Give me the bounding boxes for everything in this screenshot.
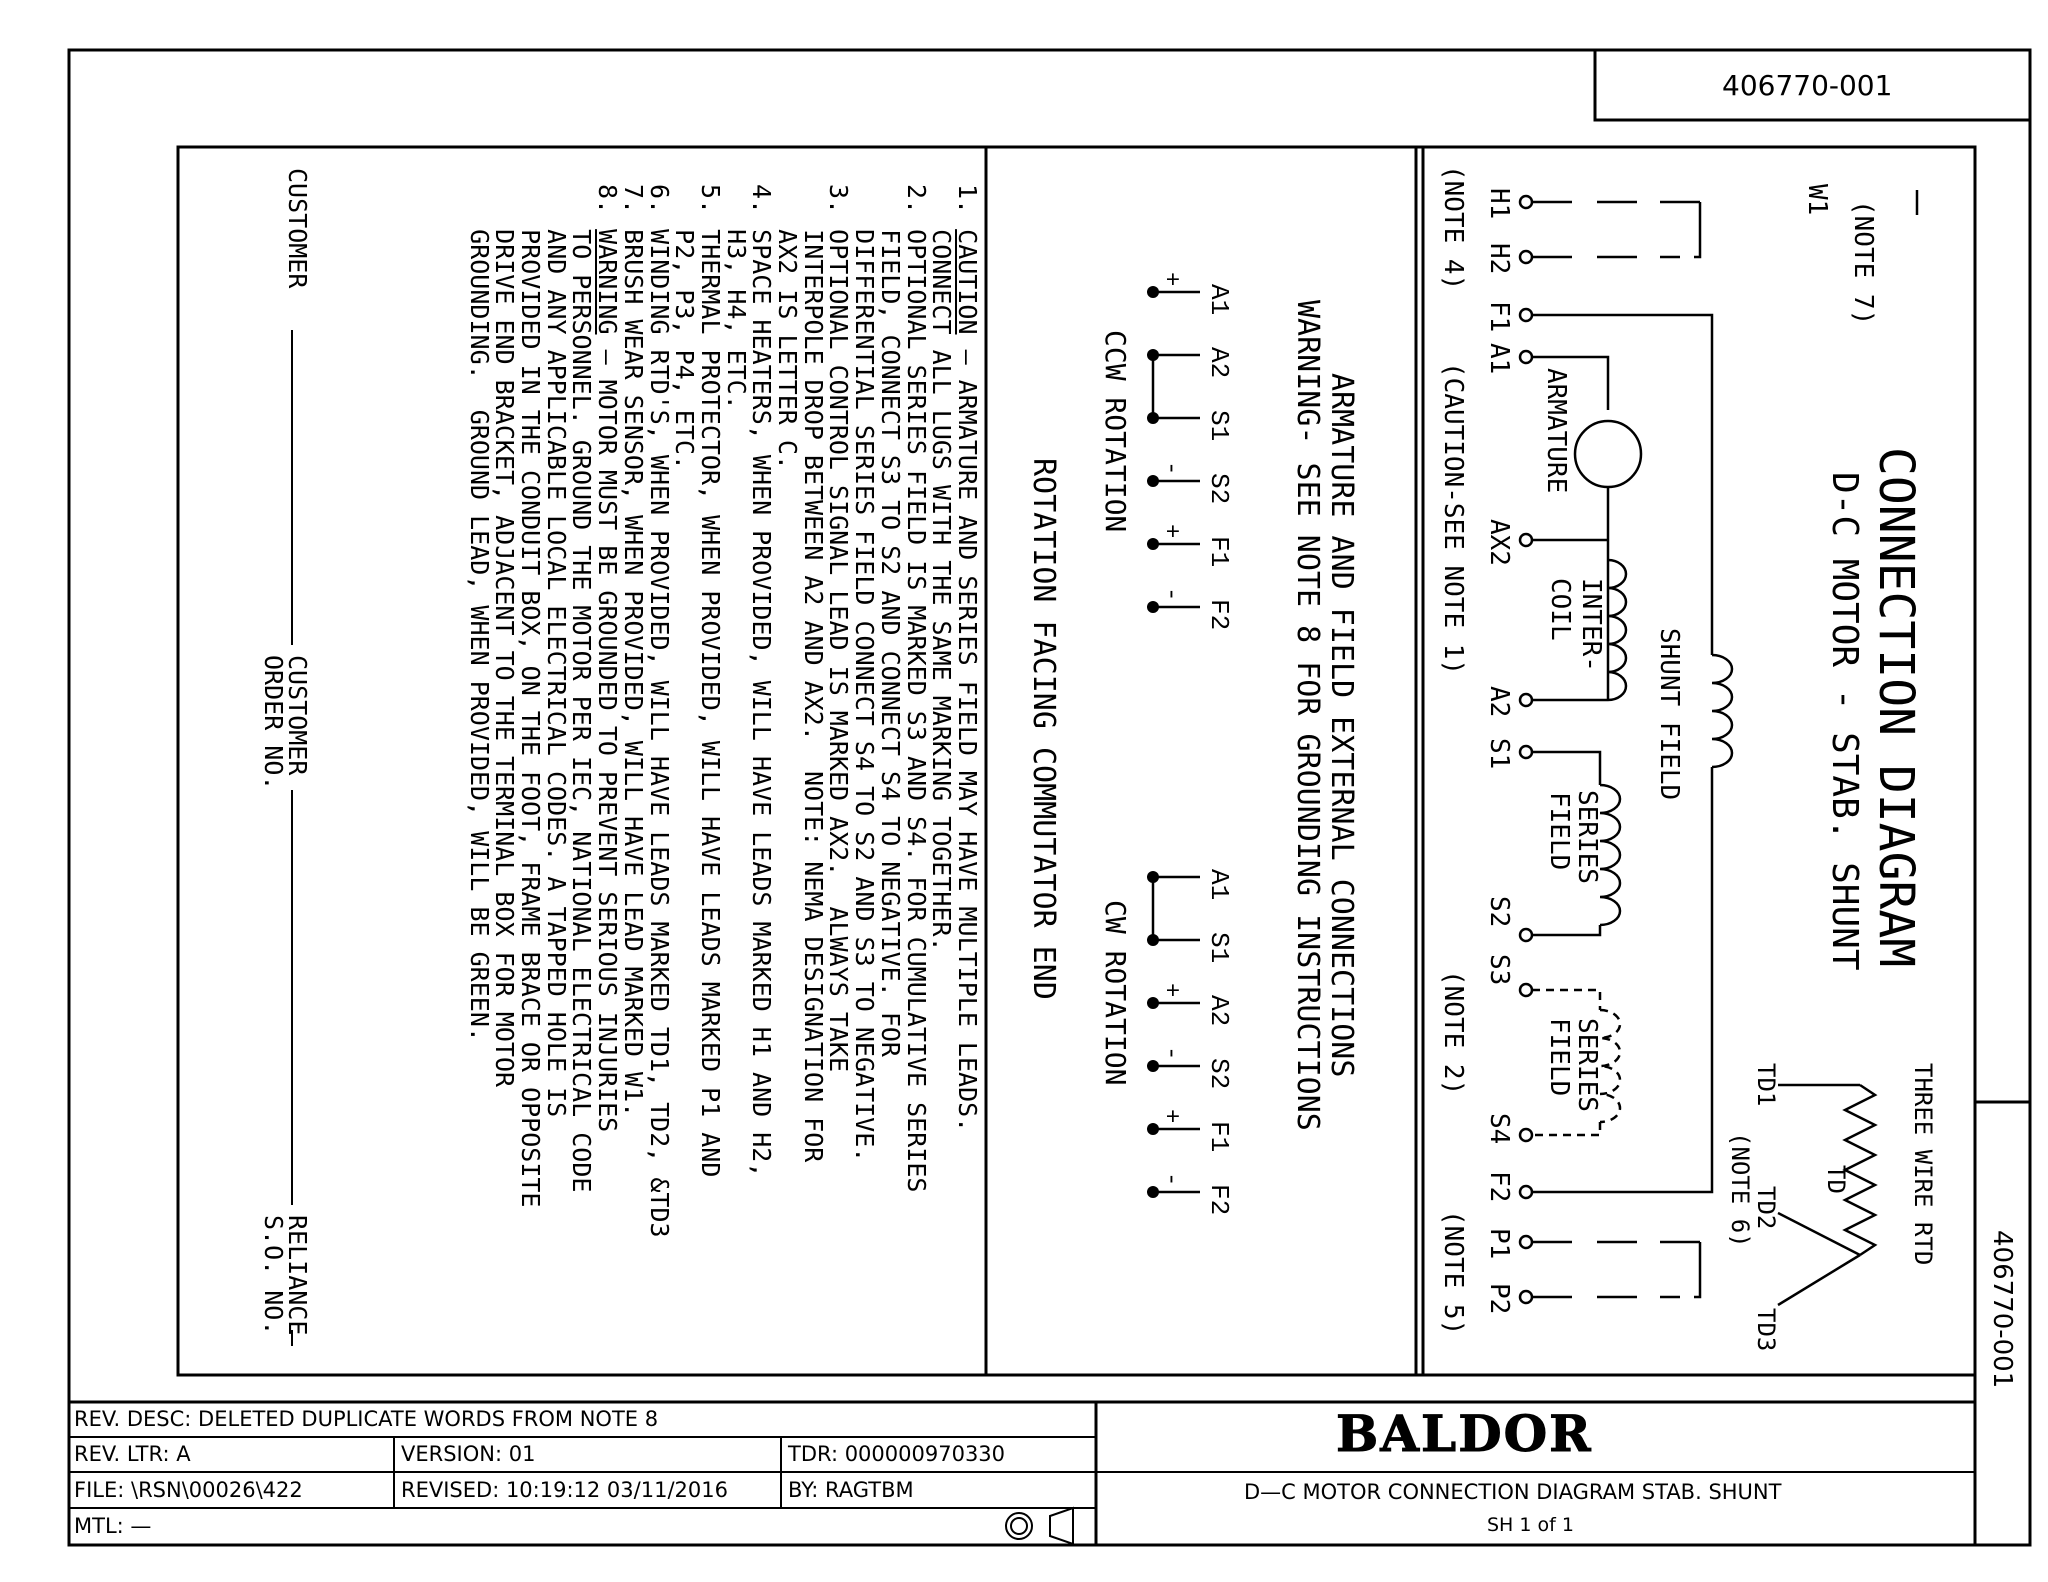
- drawing-description: D—C MOTOR CONNECTION DIAGRAM STAB. SHUNT: [1244, 1480, 1782, 1504]
- note-3-line-3: AX2 IS LETTER C.: [773, 184, 803, 470]
- series-field-label: SERIES: [1572, 790, 1602, 884]
- note-1-line-2: CONNECT ALL LUGS WITH THE SAME MARKING TOGETHER.: [927, 184, 957, 952]
- terminal-s3: S3: [1484, 954, 1514, 986]
- baldor-logo: BALDOR: [1336, 1404, 1593, 1463]
- note-5-ref: (NOTE 5): [1438, 1210, 1468, 1336]
- armature-label: ARMATURE: [1541, 368, 1571, 494]
- terminal-w1: W1: [1802, 184, 1832, 216]
- terminal-p2: P2: [1484, 1283, 1514, 1315]
- diagram-title: CONNECTION DIAGRAM: [1868, 447, 1924, 968]
- cw-lead-label-a2: A2: [1204, 995, 1234, 1027]
- ccw-lead-label-s2: S2: [1204, 473, 1234, 505]
- cw-lead-sign-f2: -: [1157, 1172, 1184, 1187]
- cw-rotation-caption: CW ROTATION: [1099, 900, 1132, 1086]
- ccw-rotation-caption: CCW ROTATION: [1099, 330, 1132, 533]
- optional-series-label: SERIES: [1572, 1018, 1602, 1112]
- note-4-line-1: 4. SPACE HEATERS, WHEN PROVIDED, WILL HAVE LEADS MARKED H1 AND H2,: [747, 184, 777, 1178]
- revised-date: REVISED: 10:19:12 03/11/2016: [401, 1478, 728, 1502]
- note-8-line-5: DRIVE END BRACKET, ADJACENT TO THE TERMINAL BOX FOR MOTOR: [490, 184, 520, 1088]
- terminal-f1: F1: [1484, 301, 1514, 333]
- note-5-line-2: P2, P3, P4, ETC.: [670, 184, 700, 470]
- ccw-lead-sign-a1: +: [1157, 272, 1184, 287]
- drawn-by: BY: RAGTBM: [788, 1478, 914, 1502]
- terminal-ax2: AX2: [1484, 519, 1514, 566]
- rev-desc: REV. DESC: DELETED DUPLICATE WORDS FROM NOTE 8: [74, 1407, 659, 1431]
- optional-field-label: FIELD: [1544, 1018, 1574, 1097]
- tdr-number: TDR: 000000970330: [788, 1442, 1006, 1466]
- note-3-line-1: 3. OPTIONAL CONTROL SIGNAL LEAD IS MARKED AX2. ALWAYS TAKE: [824, 184, 854, 1073]
- ccw-lead-label-a1: A1: [1204, 284, 1234, 316]
- cw-lead-sign-f1: +: [1157, 1109, 1184, 1124]
- drawing-number-top: 406770-001: [1722, 69, 1893, 102]
- note-8-line-6: GROUNDING. GROUND LEAD, WHEN PROVIDED, WILL BE GREEN.: [464, 184, 494, 1042]
- terminal-f2: F2: [1484, 1171, 1514, 1203]
- ccw-lead-label-f2: F2: [1204, 599, 1234, 631]
- note-6-ref: (NOTE 6): [1726, 1132, 1754, 1248]
- note-8-number: 8.: [593, 184, 623, 230]
- ccw-lead-sign-f1: +: [1157, 524, 1184, 539]
- material: MTL: —: [74, 1514, 152, 1538]
- note-4-ref: (NOTE 4): [1438, 165, 1468, 291]
- series-field-label-2: FIELD: [1544, 792, 1574, 871]
- interpole-label: INTER-: [1576, 578, 1606, 672]
- cw-lead-label-f2: F2: [1204, 1184, 1234, 1216]
- rtd-label: THREE WIRE RTD: [1909, 1063, 1937, 1266]
- terminal-td2: TD2: [1752, 1186, 1780, 1230]
- cw-lead-label-f1: F1: [1204, 1121, 1234, 1153]
- note-8-line-2: TO PERSONNEL. GROUND THE MOTOR PER IEC, NATIONAL ELECTRICAL CODE: [567, 184, 597, 1193]
- note-1-number: 1.: [953, 184, 982, 230]
- cw-lead-sign-a2: +: [1157, 983, 1184, 998]
- customer-label: CUSTOMER: [283, 168, 312, 289]
- terminal-s1: S1: [1484, 738, 1514, 770]
- terminal-td1: TD1: [1752, 1063, 1780, 1107]
- note-5-line-1: 5. THERMAL PROTECTOR, WHEN PROVIDED, WILL HAVE LEADS MARKED P1 AND: [695, 184, 725, 1178]
- terminal-a2: A2: [1484, 686, 1514, 718]
- version: VERSION: 01: [401, 1442, 536, 1466]
- ccw-lead-label-s1: S1: [1204, 410, 1234, 442]
- terminal-h1: H1: [1484, 188, 1514, 220]
- ccw-lead-sign-f2: -: [1157, 587, 1184, 602]
- note-3-line-2: INTERPOLE DROP BETWEEN A2 AND AX2. NOTE: NEMA DESIGNATION FOR: [798, 184, 828, 1163]
- drawing-number-side: 406770-001: [1987, 1230, 2017, 1389]
- note-8-line-3: AND ANY APPLICABLE LOCAL ELECTRICAL CODES. A TAPPED HOLE IS: [541, 184, 571, 1118]
- cw-lead-label-s1: S1: [1204, 932, 1234, 964]
- terminal-s2: S2: [1484, 896, 1514, 928]
- note-8-warning: WARNING: [593, 229, 623, 335]
- note-6-line-1: 6. WINDING RTD'S, WHEN PROVIDED, WILL HAVE LEADS MARKED TD1, TD2, &TD3: [644, 184, 674, 1238]
- terminal-s4: S4: [1484, 1113, 1514, 1145]
- note-8-line-4: PROVIDED IN THE CONDUIT BOX, ON THE FOOT, FRAME BRACE OR OPPOSITE: [516, 184, 546, 1208]
- cw-lead-label-s2: S2: [1204, 1058, 1234, 1090]
- note-7-line-1: 7. BRUSH WEAR SENSOR, WHEN PROVIDED, WILL HAVE LEAD MARKED W1.: [618, 184, 648, 1118]
- sheet-number: SH 1 of 1: [1487, 1514, 1574, 1536]
- cw-lead-label-a1: A1: [1204, 869, 1234, 901]
- coil-label: COIL: [1545, 578, 1575, 641]
- note-2-line-1: 2. OPTIONAL SERIES FIELD IS MARKED S3 AND S4. FOR CUMULATIVE SERIES: [901, 184, 931, 1193]
- note-2-ref: (NOTE 2): [1438, 970, 1468, 1096]
- diagram-subtitle: D-C MOTOR - STAB. SHUNT: [1824, 472, 1865, 971]
- customer-order-label: CUSTOMER: [283, 655, 312, 776]
- note-2-line-3: DIFFERENTIAL SERIES FIELD CONNECT S4 TO S2 AND S3 TO NEGATIVE.: [850, 184, 880, 1163]
- cw-lead-sign-s2: -: [1157, 1046, 1184, 1061]
- reliance-label: RELIANCE: [283, 1215, 312, 1336]
- terminal-td3: TD3: [1752, 1308, 1780, 1352]
- rotation-title: ROTATION FACING COMMUTATOR END: [1026, 458, 1061, 1000]
- note-1-text: — ARMATURE AND SERIES FIELD MAY HAVE MULTIPLE LEADS.: [953, 334, 982, 1133]
- ccw-lead-sign-s2: -: [1157, 461, 1184, 476]
- shunt-field-label: SHUNT FIELD: [1654, 628, 1684, 801]
- ccw-lead-label-a2: A2: [1204, 347, 1234, 379]
- terminal-td: TD: [1822, 1165, 1850, 1194]
- grounding-warning: WARNING- SEE NOTE 8 FOR GROUNDING INSTRUCTIONS: [1290, 300, 1325, 1131]
- file-path: FILE: \RSN\00026\422: [74, 1478, 303, 1502]
- rev-letter: REV. LTR: A: [74, 1442, 191, 1466]
- so-number-label: S.O. NO.: [259, 1215, 288, 1336]
- note-8-text: — MOTOR MUST BE GROUNDED TO PREVENT SERIOUS INJURIES: [593, 334, 623, 1133]
- note-1-caution: CAUTION: [953, 229, 982, 335]
- order-number-label: ORDER NO.: [259, 655, 288, 791]
- note-4-line-2: H3, H4, ETC.: [721, 184, 751, 410]
- ccw-lead-label-f1: F1: [1204, 536, 1234, 568]
- external-connections-title: ARMATURE AND FIELD EXTERNAL CONNECTIONS: [1324, 373, 1359, 1078]
- terminal-h2: H2: [1484, 243, 1514, 275]
- note-7-ref: (NOTE 7): [1848, 200, 1878, 326]
- terminal-a1: A1: [1484, 343, 1514, 375]
- caution-note-1-ref: (CAUTION-SEE NOTE 1): [1438, 362, 1468, 676]
- note-2-line-2: FIELD, CONNECT S3 TO S2 AND CONNECT S4 TO NEGATIVE. FOR: [875, 184, 905, 1057]
- terminal-p1: P1: [1484, 1228, 1514, 1260]
